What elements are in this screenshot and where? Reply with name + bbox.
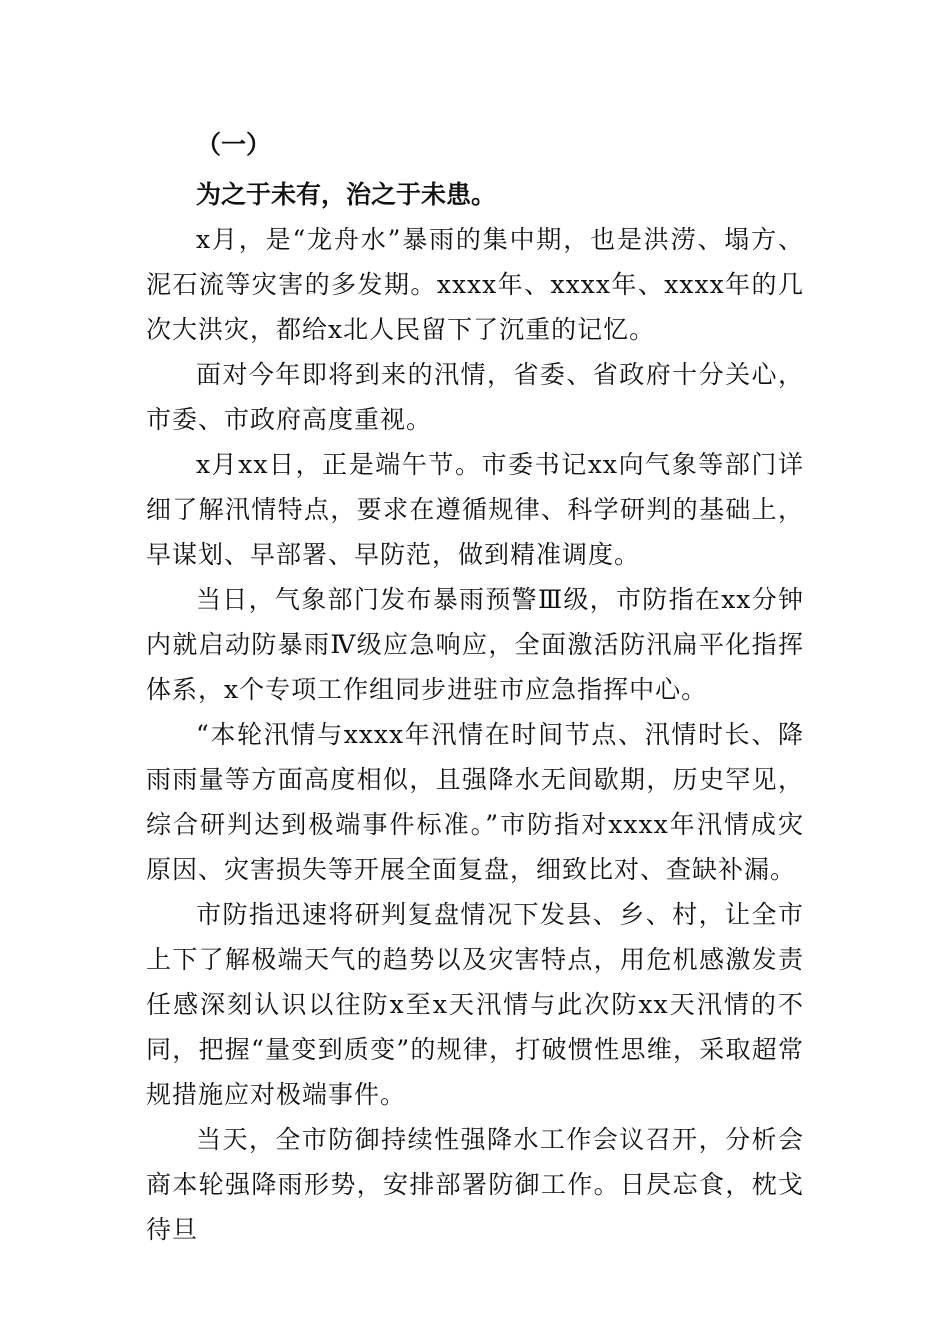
lead-sentence: 为之于未有，治之于未患。	[196, 180, 497, 209]
paragraph: x月，是“龙舟水”暴雨的集中期，也是洪涝、塌方、泥石流等灾害的多发期。xxxx年、xxxx年、xxxx年的几次大洪灾，都给x北人民留下了沉重的记忆。	[146, 225, 804, 344]
paragraph: 当天，全市防御持续性强降水工作会议召开，分析会商本轮强降雨形势，安排部署防御工作。日昃忘食，枕戈待旦	[146, 1125, 804, 1244]
paragraph: x月xx日，正是端午节。市委书记xx向气象等部门详细了解汛情特点，要求在遵循规律、科学研判的基础上，早谋划、早部署、早防范，做到精准调度。	[146, 450, 804, 569]
section-number: （一）	[196, 130, 272, 159]
paragraph: 面对今年即将到来的汛情，省委、省政府十分关心，市委、市政府高度重视。	[146, 360, 804, 434]
document-body	[146, 122, 804, 1252]
paragraph: “本轮汛情与xxxx年汛情在时间节点、汛情时长、降雨雨量等方面高度相似，且强降水无间歇期，历史罕见，综合研判达到极端事件标准。”市防指对xxxx年汛情成灾原因、灾害损失等开展全面复盘，细致比对、查缺补漏。	[146, 720, 804, 884]
paragraph: 当日，气象部门发布暴雨预警Ⅲ级，市防指在xx分钟内就启动防暴雨Ⅳ级应急响应，全面激活防汛扁平化指挥体系，x个专项工作组同步进驻市应急指挥中心。	[146, 585, 804, 704]
paragraph: 市防指迅速将研判复盘情况下发县、乡、村，让全市上下了解极端天气的趋势以及灾害特点，用危机感激发责任感深刻认识以往防x至x天汛情与此次防xx天汛情的不同，把握“量变到质变”的规律，打破惯性思维，采取超常规措施应对极端事件。	[146, 900, 804, 1109]
